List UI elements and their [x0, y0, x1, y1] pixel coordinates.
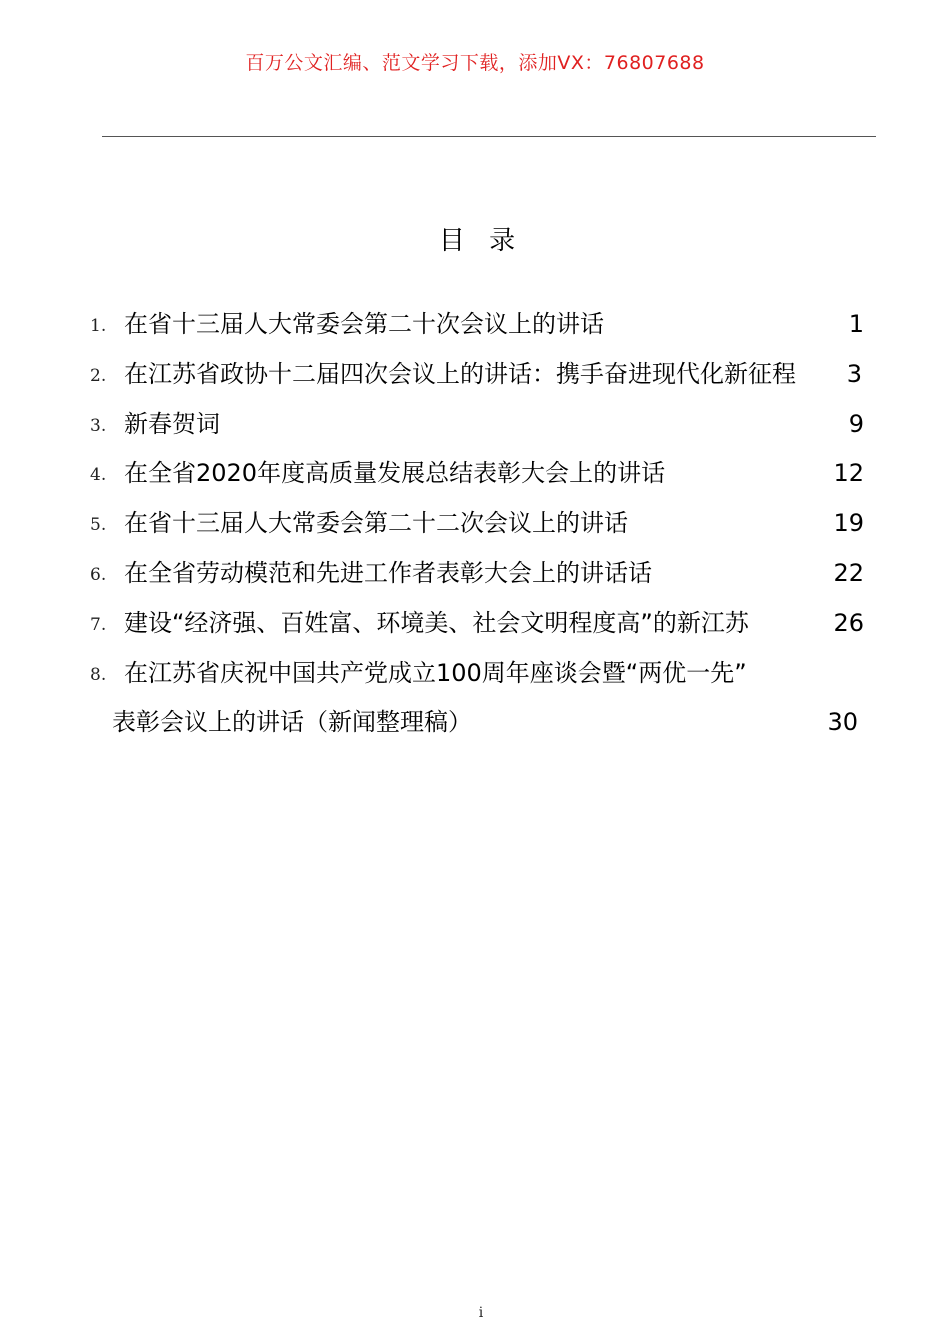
toc-entry-page: 22 [833, 559, 864, 587]
toc-entry[interactable] [0, 406, 950, 446]
toc-entry-page: 1 [848, 310, 864, 338]
toc-entry[interactable] [0, 655, 950, 695]
header-divider [102, 136, 876, 137]
toc-entry-title-continuation: 表彰会议上的讲话（新闻整理稿） [112, 708, 472, 736]
toc-entry-title: 建设“经济强、百姓富、环境美、社会文明程度高”的新江苏 [124, 609, 749, 637]
header-banner: 百万公文汇编、范文学习下载，添加VX：76807688 [245, 52, 705, 74]
toc-entry-number: 1. [90, 316, 107, 336]
toc-entry-title: 在江苏省政协十二届四次会议上的讲话：携手奋进现代化新征程 [124, 360, 796, 388]
toc-entry-title: 在全省劳动模范和先进工作者表彰大会上的讲话话 [124, 559, 652, 587]
toc-entry-title: 在省十三届人大常委会第二十次会议上的讲话 [124, 310, 604, 338]
toc-entry-page: 12 [833, 459, 864, 487]
toc-entry[interactable] [0, 505, 950, 545]
toc-entry[interactable] [0, 356, 950, 396]
toc-entry[interactable] [0, 455, 950, 495]
toc-entry-page: 9 [848, 410, 864, 438]
toc-entry-page: 19 [833, 509, 864, 537]
toc-entry-page: 30 [827, 708, 858, 736]
toc-title: 目 录 [438, 226, 524, 256]
page-number: i [478, 1305, 484, 1321]
toc-entry-page: 26 [833, 609, 864, 637]
toc-entry-title: 新春贺词 [124, 410, 220, 438]
toc-entry-number: 7. [90, 615, 107, 635]
toc-entry-title: 在全省2020年度高质量发展总结表彰大会上的讲话 [124, 459, 666, 487]
toc-entry[interactable] [0, 605, 950, 645]
toc-entry-title: 在江苏省庆祝中国共产党成立100周年座谈会暨“两优一先” [124, 659, 747, 687]
toc-entry-number: 4. [90, 465, 107, 485]
toc-entry[interactable] [0, 306, 950, 346]
toc-entry[interactable] [0, 555, 950, 595]
toc-entry-number: 3. [90, 416, 107, 436]
toc-entry-title: 在省十三届人大常委会第二十二次会议上的讲话 [124, 509, 628, 537]
toc-entry-number: 2. [90, 366, 107, 386]
toc-entry-number: 5. [90, 515, 107, 535]
toc-entry-number: 6. [90, 565, 107, 585]
toc-entry-number: 8. [90, 665, 107, 685]
toc-entry-continuation[interactable] [0, 704, 950, 744]
toc-entry-page: 3 [846, 360, 862, 388]
